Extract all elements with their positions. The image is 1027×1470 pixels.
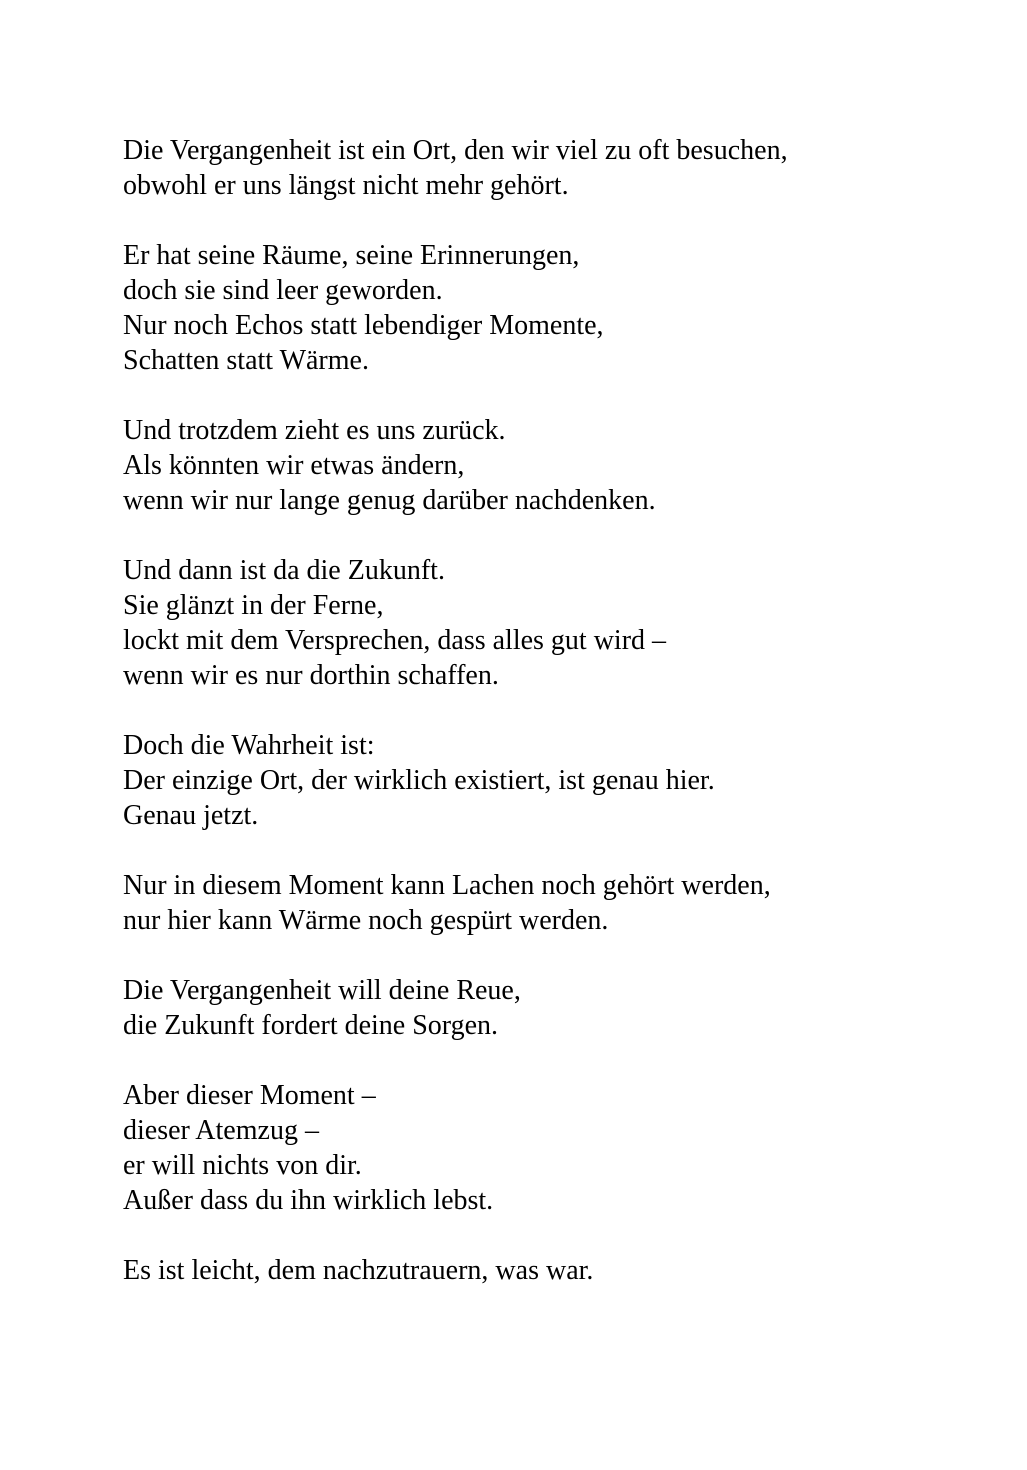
poem-line: Doch die Wahrheit ist:: [123, 730, 375, 761]
poem-line: Nur noch Echos statt lebendiger Momente,: [123, 310, 604, 341]
poem-line: Es ist leicht, dem nachzutrauern, was war.: [123, 1255, 594, 1286]
poem-line: Er hat seine Räume, seine Erinnerungen,: [123, 240, 580, 271]
stanza-8: [123, 1078, 923, 1218]
poem-line: Aber dieser Moment –: [123, 1080, 376, 1111]
poem-line: Die Vergangenheit ist ein Ort, den wir viel zu oft besuchen,: [123, 135, 788, 166]
stanza-3: [123, 413, 923, 518]
stanza-2: [123, 238, 923, 378]
poem-line: er will nichts von dir.: [123, 1150, 362, 1181]
poem-line: obwohl er uns längst nicht mehr gehört.: [123, 170, 569, 201]
poem-line: lockt mit dem Versprechen, dass alles gut wird –: [123, 625, 667, 656]
poem-line: dieser Atemzug –: [123, 1115, 319, 1146]
stanza-7: [123, 973, 923, 1043]
stanza-9: [123, 1253, 923, 1288]
poem-line: Und dann ist da die Zukunft.: [123, 555, 445, 586]
poem-body: [123, 133, 923, 1323]
stanza-6: [123, 868, 923, 938]
poem-line: Nur in diesem Moment kann Lachen noch gehört werden,: [123, 870, 771, 901]
poem-line: nur hier kann Wärme noch gespürt werden.: [123, 905, 609, 936]
poem-line: wenn wir nur lange genug darüber nachdenken.: [123, 485, 656, 516]
poem-line: Genau jetzt.: [123, 800, 259, 831]
poem-line: wenn wir es nur dorthin schaffen.: [123, 660, 499, 691]
stanza-5: [123, 728, 923, 833]
stanza-4: [123, 553, 923, 693]
poem-line: Außer dass du ihn wirklich lebst.: [123, 1185, 494, 1216]
stanza-1: [123, 133, 923, 203]
poem-line: Sie glänzt in der Ferne,: [123, 590, 384, 621]
poem-line: die Zukunft fordert deine Sorgen.: [123, 1010, 499, 1041]
poem-line: Als könnten wir etwas ändern,: [123, 450, 465, 481]
poem-line: Die Vergangenheit will deine Reue,: [123, 975, 521, 1006]
poem-line: doch sie sind leer geworden.: [123, 275, 443, 306]
poem-line: Und trotzdem zieht es uns zurück.: [123, 415, 506, 446]
poem-line: Schatten statt Wärme.: [123, 345, 369, 376]
poem-line: Der einzige Ort, der wirklich existiert, ist genau hier.: [123, 765, 715, 796]
